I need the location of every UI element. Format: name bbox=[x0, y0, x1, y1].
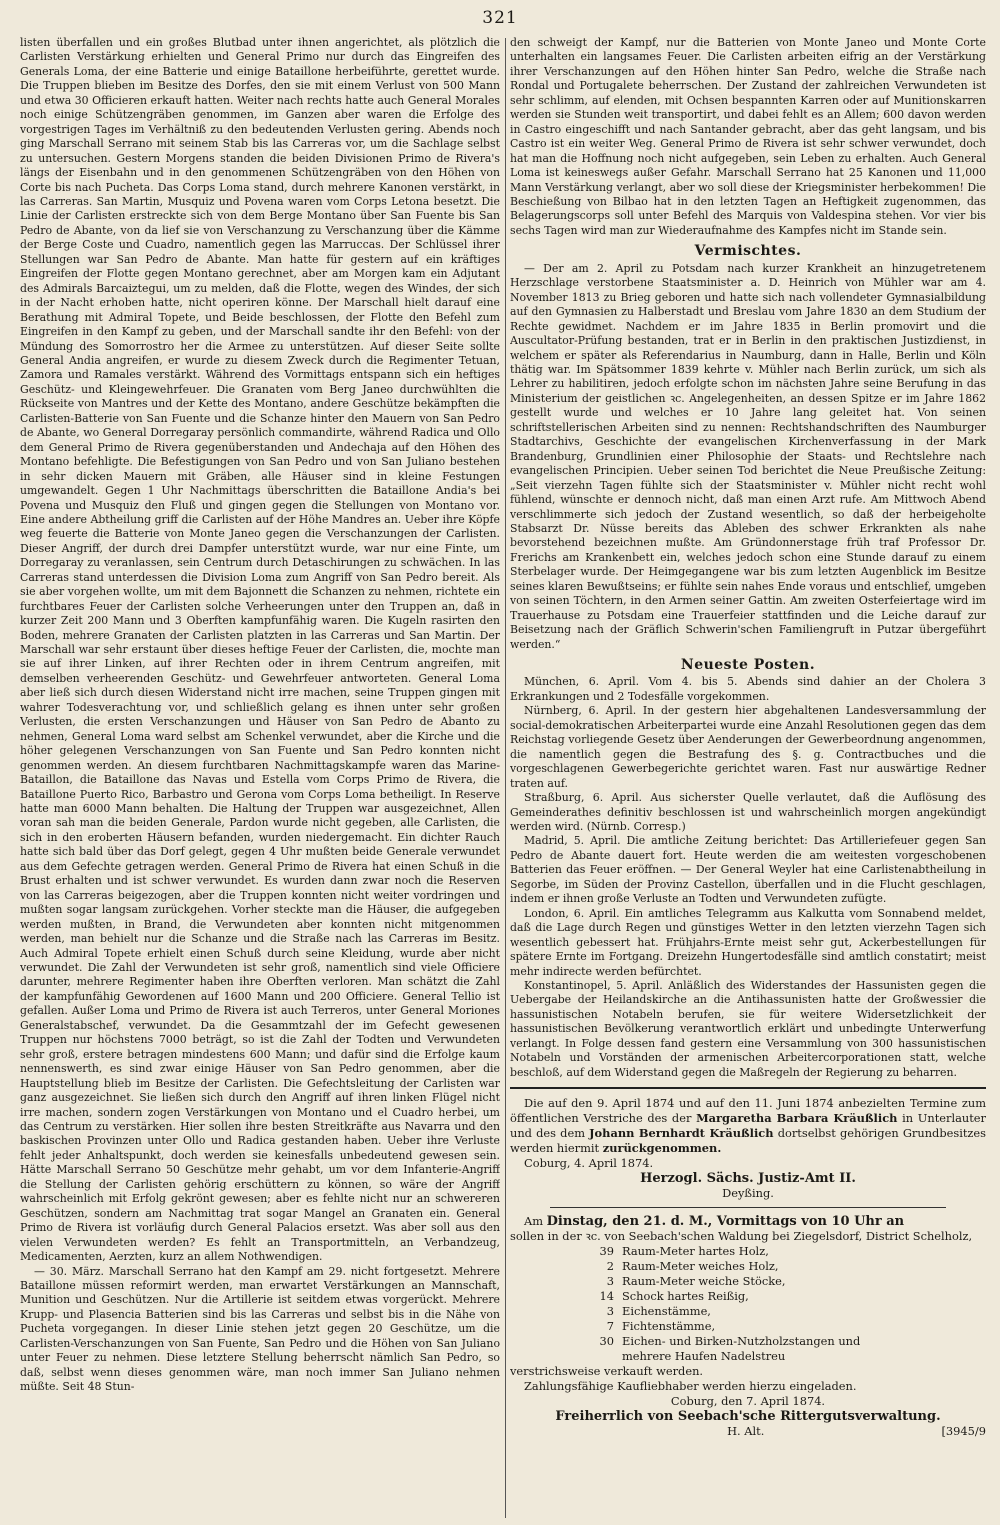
wood-description: Schock hartes Reißig, bbox=[622, 1289, 749, 1304]
advert-text: in Unterlauter und des dem bbox=[510, 1111, 986, 1141]
advert-date: Dinstag, den 21. d. M., Vormittags von 10 Uhr an bbox=[546, 1214, 905, 1230]
wood-quantity: 7 bbox=[606, 1319, 614, 1334]
wood-list-item bbox=[510, 1244, 986, 1259]
advert-wood-sale bbox=[510, 1214, 986, 1439]
advert-signer: Deyßing. bbox=[722, 1186, 774, 1201]
section-heading-news: Neueste Posten. bbox=[680, 657, 816, 674]
wood-quantity: 3 bbox=[606, 1274, 614, 1289]
wood-list-item bbox=[510, 1349, 986, 1364]
page-number: 321 bbox=[482, 8, 518, 28]
wood-description: Fichtenstämme, bbox=[622, 1319, 716, 1334]
advert-divider bbox=[510, 1087, 986, 1089]
advert-name-1: Margaretha Barbara Kräußlich bbox=[696, 1111, 898, 1126]
wood-quantity: 2 bbox=[606, 1259, 614, 1274]
article-obituary: — Der am 2. April zu Potsdam nach kurzer Krankheit an hinzugetretenem Herzschlage verstorbene Staatsminister a. D. Heinrich von Mühler war am 4. November 1813 zu Brieg geboren und hatte sich nach vollendeter Gymnasialbildung auf den Gymnasien zu Halberstadt und Breslau vom Jahre 1830 an dem Studium der Rechte gewidmet. Nachdem er im Jahre 1835 in Berlin promovirt und die Auscultator-Prüfung bestanden, trat er in Berlin in den praktischen Justizdienst, in welchem er später als Referendarius in Naumburg, dann in Halle, Berlin und Köln thätig war. Im Spätsommer 1839 kehrte v. Mühler nach Berlin zurück, um sich als Lehrer zu habilitiren, jedoch erfolgte schon im nächsten Jahre seine Berufung in das Ministerium der geistlichen ꝛc. Angelegenheiten, an dessen Spitze er im Jahre 1862 gestellt wurde und welches er 10 Jahre lang geleitet hat. Von seinen schriftstellerischen Arbeiten sind zu nennen: Rechtshandschriften des Naumburger Stadtarchivs, Geschichte der evangelischen Kirchenverfassung in der Mark Brandenburg, Grundlinien einer Philosophie der Staats- und Rechtslehre nach evangelischen Principien. Ueber seinen Tod berichtet die Neue Preußische Zeitung: „Seit vierzehn Tagen fühlte sich der Staatsminister v. Mühler nicht recht wohl fühlend, wünschte er dennoch nicht, daß man einen Arzt rufe. Am Mittwoch Abend verschlimmerte sich jedoch der Zustand wesentlich, so daß der herbeigeholte Stabsarzt Dr. Nüsse bereits das Ableben des schwer Erkrankten als nahe bevorstehend bezeichnen mußte. Am Gründonnerstage früh traf Professor Dr. Frerichs am Krankenbett ein, welches jedoch schon eine Stunde darauf zu einem Sterbelager wurde. Der Heimgegangene war bis zum letzten Augenblick im Besitze seines klaren Bewußtseins; er fühlte sein nahes Ende voraus und entschlief, umgeben von seinen Töchtern, in den Armen seiner Gattin. Am zweiten Osterfeiertage wird im Trauerhause zu Potsdam eine Trauerfeier stattfinden und die Leiche darauf zur Beisetzung nach der Gräflich Schwerin'schen Familiengruft in Putzar übergeführt werden.“ bbox=[510, 261, 986, 651]
wood-quantity: 39 bbox=[599, 1244, 614, 1259]
left-column bbox=[20, 36, 500, 1516]
news-item-nuremberg: Nürnberg, 6. April. In der gestern hier abgehaltenen Landesversammlung der social-demokratischen Arbeiterpartei wurde eine Anzahl Resolutionen gegen das dem Reichstag vorliegende Gesetz über Aenderungen der Gewerbeordnung angenommen, die namentlich gegen die Bestrafung des §. g. Contractbuches und die vorgeschlagenen Gewerbegerichte gerichtet waren. Fast nur auswärtige Redner traten auf. bbox=[510, 704, 986, 790]
wood-list-item bbox=[510, 1304, 986, 1319]
wood-list-item bbox=[510, 1259, 986, 1274]
advert-place-date: Coburg, 4. April 1874. bbox=[524, 1156, 654, 1171]
advert-text: sollen in der ꝛc. von Seebach'schen Waldung bei Ziegelsdorf, District Schelholz, bbox=[510, 1229, 973, 1244]
advert-reference: [3945/9 bbox=[941, 1424, 986, 1439]
wood-list-item bbox=[510, 1319, 986, 1334]
wood-quantity: 3 bbox=[606, 1304, 614, 1319]
wood-list-item bbox=[510, 1274, 986, 1289]
wood-quantity: 14 bbox=[599, 1289, 614, 1304]
advert-place-date: Coburg, den 7. April 1874. bbox=[670, 1394, 826, 1409]
wood-description: Raum-Meter weiches Holz, bbox=[622, 1259, 779, 1274]
advert-text: Am bbox=[524, 1214, 544, 1229]
wood-quantity: 30 bbox=[599, 1334, 614, 1349]
advert-office: Freiherrlich von Seebach'sche Rittergutsverwaltung. bbox=[555, 1409, 941, 1425]
wood-list-item bbox=[510, 1334, 986, 1349]
advert-auction-cancellation bbox=[510, 1096, 986, 1201]
news-item-strasbourg: Straßburg, 6. April. Aus sicherster Quelle verlautet, daß die Auflösung des Gemeinderathes definitiv beschlossen ist und wahrscheinlich morgen angekündigt werden wird. (Nürnb. Corresp.) bbox=[510, 791, 986, 834]
advert-divider bbox=[550, 1207, 946, 1208]
article-battle-report: listen überfallen und ein großes Blutbad unter ihnen angerichtet, als plötzlich die Carlisten Verstärkung erhielten und General Primo nur durch das Eingreifen des Generals Loma, der eine Batterie und einige Bataillone herbeiführte, gerettet wurde. Die Truppen blieben im Besitze des Dorfes, den sie mit einem Verlust von 500 Mann und etwa 30 Officieren erkauft hatten. Weiter nach rechts hatte auch General Morales noch einige Schützengräben genommen, im Ganzen aber waren die Erfolge des vorgestrigen Tages im Verhältniß zu den bedeutenden Verlusten gering. Abends noch ging Marschall Serrano mit seinem Stab bis las Carreras vor, um die Sachlage selbst zu untersuchen. Gestern Morgens standen die beiden Divisionen Primo de Rivera's längs der Eisenbahn und in den genommenen Schützengräben von den Höhen von Corte bis nach Pucheta. Das Corps Loma stand, durch mehrere Kanonen verstärkt, in las Carreras. San Martin, Musquiz und Povena waren vom Corps Letona besetzt. Die Linie der Carlisten erstreckte sich von dem Berge Montano über San Fuente bis San Pedro de Abante, von da lief sie von Verschanzung zu Verschanzung über die Kämme der Berge Coste und Cuadro, namentlich gegen las Marruccas. Der Schlüssel ihrer Stellungen war San Pedro de Abante. Man hatte für gestern auf ein kräftiges Eingreifen der Flotte gegen Montano gerechnet, aber am Morgen kam ein Adjutant des Admirals Barcaiztegui, um zu melden, daß die Flotte, wegen des Windes, der sich in der Nacht erhoben hatte, nicht operiren könne. Der Marschall hielt darauf eine Berathung mit Admiral Topete, und Beide beschlossen, der Flotte den Befehl zum Eingreifen in den Kampf zu geben, und der Marschall sandte ihr den Befehl: von der Mündung des Somorrostro her die Armee zu unterstützen. Auf dieser Seite sollte General Andia angreifen, er wurde zu diesem Zweck durch die Regimenter Tetuan, Zamora und Ramales verstärkt. Während des Vormittags entspann sich ein heftiges Geschütz- und Kleingewehrfeuer. Die Granaten vom Berg Janeo durchwühlten die Rückseite von Mantres und der Kette des Montano, andere Geschütze bekämpften die Carlisten-Batterie von San Fuente und die Schanze hinter den Mauern von San Pedro de Abante, wo General Dorregaray persönlich commandirte, während Radica und Ollo dem General Primo de Rivera gegenüberstanden und Andechaja auf den Höhen des Montano befehligte. Die Befestigungen von San Pedro und von San Juliano bestehen in sehr dicken Mauern mit Gräben, alle Häuser sind in kleine Festungen umgewandelt. Gegen 1 Uhr Nachmittags überschritten die Bataillone Andia's bei Povena und Musquiz den Fluß und gingen gegen die Stellungen von Montano vor. Eine andere Abtheilung griff die Carlisten auf der Höhe Mandres an. Ueber ihre Köpfe weg feuerte die Batterie von Monte Janeo gegen die Verschanzungen der Carlisten. Dieser Angriff, der durch drei Dampfer unterstützt wurde, war nur eine Finte, um Dorregaray zu veranlassen, sein Centrum durch Detaschirungen zu schwächen. In las Carreras stand unterdessen die Division Loma zum Angriff von San Pedro bereit. Als sie aber vorgehen wollte, um mit dem Bajonnett die Schanzen zu nehmen, richtete ein furchtbares Feuer der Carlisten solche Verheerungen unter den Truppen an, daß in kurzer Zeit 200 Mann und 3 Oberften kampfunfähig waren. Die Kugeln rasirten den Boden, mehrere Granaten der Carlisten platzten in las Carreras und San Martin. Der Marschall war sehr erstaunt über dieses heftige Feuer der Carlisten, die, mochte man sie auf ihrer Linken, auf ihrer Rechten oder in ihrem Centrum angreifen, mit demselben verheerenden Geschütz- und Gewehrfeuer antworteten. General Loma aber ließ sich durch diesen Widerstand nicht irre machen, seine Truppen gingen mit wahrer Todesverachtung vor, und schließlich gelang es ihnen unter sehr großen Verlusten, die ersten Verschanzungen und Häuser von San Pedro de Abanto zu nehmen, General Loma ward selbst am Schenkel verwundet, aber die Kirche und die höher gelegenen Verschanzungen von San Fuente und San Pedro konnten nicht genommen werden. An diesem furchtbaren Nachmittagskampfe waren das Marine-Bataillon, die Bataillone das Navas und Estella vom Corps Primo de Rivera, die Bataillone Puerto Rico, Barbastro und Gerona vom Corps Loma betheiligt. In Reserve hatte man 6000 Mann behalten. Die Haltung der Truppen war ausgezeichnet, Allen voran sah man die beiden Generale, Pardon wurde nicht gegeben, alle Carlisten, die sich in den eroberten Häusern befanden, wurden niedergemacht. Ein dichter Rauch hatte sich bald über das Dorf gelegt, gegen 4 Uhr mußten beide Generale verwundet aus dem Gefechte getragen werden. General Primo de Rivera hat einen Schuß in die Brust erhalten und ist schwer verwundet. Es wurden dann zwar noch die Reserven von las Carreras beigezogen, aber die Truppen konnten nicht weiter vordringen und mußten sogar langsam zurückgehen. Vorher steckte man die Häuser, die aufgegeben werden mußten, in Brand, die Verwundeten aber konnten nicht mitgenommen werden, man behielt nur die Schanze und die Straße nach las Carreras im Besitz. Auch Admiral Topete erhielt einen Schuß durch seine Kleidung, wurde aber nicht verwundet. Die Zahl der Verwundeten ist sehr groß, namentlich sind viele Officiere darunter, mehrere Regimenter haben ihre Oberften verloren. Man schätzt die Zahl der kampfunfähig Gewordenen auf 1600 Mann und 200 Officiere. General Tellio ist gefallen. Außer Loma und Primo de Rivera ist auch Terreros, unter General Moriones Generalstabschef, verwundet. Da die Gesammtzahl der im Gefecht gewesenen Truppen nur höchstens 7000 beträgt, so ist die Zahl der Todten und Verwundeten sehr groß, erstere betragen mindestens 600 Mann; und dafür sind die Erfolge kaum nennenswerth, es sind zwar einige Häuser von San Pedro genommen, aber die Hauptstellung blieb im Besitze der Carlisten. Die Gefechtsleitung der Carlisten war ganz ausgezeichnet. Sie ließen sich durch den Angriff auf ihren linken Flügel nicht irre machen, sondern zogen Verstärkungen von Montano und el Cuadro herbei, um das Centrum zu verstärken. Hier sollen ihre besten Streitkräfte aus Navarra und den baskischen Provinzen unter Ollo und Radica gestanden haben. Ueber ihre Verluste fehlt jeder Anhaltspunkt, doch werden sie keinesfalls unbedeutend gewesen sein. Hätte Marschall Serrano 50 Geschütze mehr gehabt, um vor dem Infanterie-Angriff die Stellung der Carlisten gehörig erschüttern zu können, so wäre der Angriff wahrscheinlich mit Erfolg gekrönt gewesen; aber es fehlte nicht nur an schwereren Geschützen, sondern am Nachmittag trat sogar Mangel an Granaten ein. General Primo de Rivera ist vorläufig durch General Palacios ersetzt. Was aber soll aus den vielen Verwundeten werden? Es fehlt an Transportmitteln, an Verbandzeug, Medicamenten, Aerzten, kurz an allem Nothwendigen. bbox=[20, 36, 500, 1264]
wood-list-item bbox=[510, 1289, 986, 1304]
wood-description: Raum-Meter hartes Holz, bbox=[622, 1244, 769, 1259]
wood-description: mehrere Haufen Nadelstreu bbox=[622, 1349, 786, 1364]
article-battle-continued: den schweigt der Kampf, nur die Batterien von Monte Janeo und Monte Corte unterhalten ein langsames Feuer. Die Carlisten arbeiten eifrig an der Verstärkung ihrer Verschanzungen auf den Höhen hinter San Pedro, welche die Straße nach Rondal und Portugalete beherrschen. Der Zustand der zahlreichen Verwundeten ist sehr schlimm, auf elenden, mit Ochsen bespannten Karren oder auf Munitionskarren werden sie Stunden weit transportirt, und dabei fehlt es an Allem; 600 davon werden in Castro eingeschifft und nach Santander gebracht, aber das geht langsam, und bis Castro ist ein weiter Weg. General Primo de Rivera ist sehr schwer verwundet, doch hat man die Hoffnung noch nicht aufgegeben, sein Leben zu erhalten. Auch General Loma ist keineswegs außer Gefahr. Marschall Serrano hat 25 Kanonen und 11,000 Mann Verstärkung verlangt, aber wo soll diese der Kriegsminister herbekommen! Die Beschießung von Bilbao hat in den letzten Tagen an Heftigkeit zugenommen, das Belagerungscorps soll unter Befehl des Marquis von Valdespina stehen. Vor vier bis sechs Tagen wird man zur Wiederaufnahme des Kampfes nicht im Stande sein. bbox=[510, 36, 986, 237]
advert-sale-line: verstrichsweise verkauft werden. bbox=[510, 1364, 704, 1379]
advert-office: Herzogl. Sächs. Justiz-Amt II. bbox=[640, 1171, 856, 1187]
advert-text: Die auf den 9. April 1874 und auf den 11. Juni 1874 anbezielten Termine zum öffentlichen Verstriche des der bbox=[510, 1096, 986, 1126]
news-item-constantinople: Konstantinopel, 5. April. Anläßlich des Widerstandes der Hassunisten gegen die Uebergabe der Heilandskirche an die Antihassunisten hatte der Großwessier die hassunistischen Notabeln berufen, sie für weitere Widersetzlichkeit der hassunistischen Bevölkerung verantwortlich erklärt und unbedingte Unterwerfung verlangt. In Folge dessen fand gestern eine Versammlung von 300 hassunistischen Notabeln und Vorständen der armenischen Arbeitercorporationen statt, welche beschloß, auf dem Widerstand gegen die Maßregeln der Regierung zu beharren. bbox=[510, 979, 986, 1079]
news-item-munich: München, 6. April. Vom 4. bis 5. Abends sind dahier an der Cholera 3 Erkrankungen und 2 Todesfälle vorgekommen. bbox=[510, 675, 986, 703]
right-column bbox=[510, 36, 986, 1516]
wood-description: Eichenstämme, bbox=[622, 1304, 711, 1319]
column-divider bbox=[505, 38, 506, 1518]
advert-buyers-line: Zahlungsfähige Kaufliebhaber werden hierzu eingeladen. bbox=[524, 1379, 857, 1394]
news-item-london: London, 6. April. Ein amtliches Telegramm aus Kalkutta vom Sonnabend meldet, daß die Lage durch Regen und günstiges Wetter in den letzten vierzehn Tagen sich wesentlich gebessert hat. Frühjahrs-Ernte meist sehr gut, Ackerbestellungen für spätere Ernte im Fortgang. Dreizehn Hungertodesfälle sind amtlich constatirt; meist mehr indirecte werden befürchtet. bbox=[510, 906, 986, 978]
advert-text: dortselbst gehörigen Grundbesitzes werden hiermit bbox=[510, 1126, 986, 1156]
section-heading-misc: Vermischtes. bbox=[694, 243, 802, 260]
news-item-madrid: Madrid, 5. April. Die amtliche Zeitung berichtet: Das Artilleriefeuer gegen San Pedro de Abante dauert fort. Heute werden die am weitesten vorgeschobenen Batterien das Feuer eröffnen. — Der General Weyler hat eine Carlistenabtheilung in Segorbe, im Süden der Provinz Castellon, überfallen und in die Flucht geschlagen, indem er ihnen große Verluste an Todten und Verwundeten zufügte. bbox=[510, 834, 986, 906]
article-march-30: — 30. März. Marschall Serrano hat den Kampf am 29. nicht fortgesetzt. Mehrere Bataillone müssen reformirt werden, man erwartet Verstärkungen an Mannschaft, Munition und Geschützen. Nur die Artillerie ist seitdem etwas vorgerückt. Mehrere Krupp- und Plasencia Batterien sind bis las Carreras und selbst bis in die Nähe von Pucheta vorgegangen. In dieser Linie stehen jetzt gegen 20 Geschütze, um die Carlisten-Verschanzungen von San Fuente, San Pedro und die Höhen von San Juliano unter Feuer zu nehmen. Diese letztere Stellung beherrscht nämlich San Pedro, so daß, selbst wenn dieses genommen wäre, man noch immer San Juliano nehmen müßte. Seit 48 Stun- bbox=[20, 1264, 500, 1394]
wood-list bbox=[510, 1244, 986, 1364]
advert-name-2: Johann Bernhardt Kräußlich bbox=[589, 1126, 774, 1141]
wood-description: Raum-Meter weiche Stöcke, bbox=[622, 1274, 786, 1289]
advert-signer: H. Alt. bbox=[727, 1424, 765, 1439]
wood-description: Eichen- und Birken-Nutzholzstangen und bbox=[622, 1334, 861, 1349]
advert-withdrawn: zurückgenommen. bbox=[602, 1141, 722, 1156]
